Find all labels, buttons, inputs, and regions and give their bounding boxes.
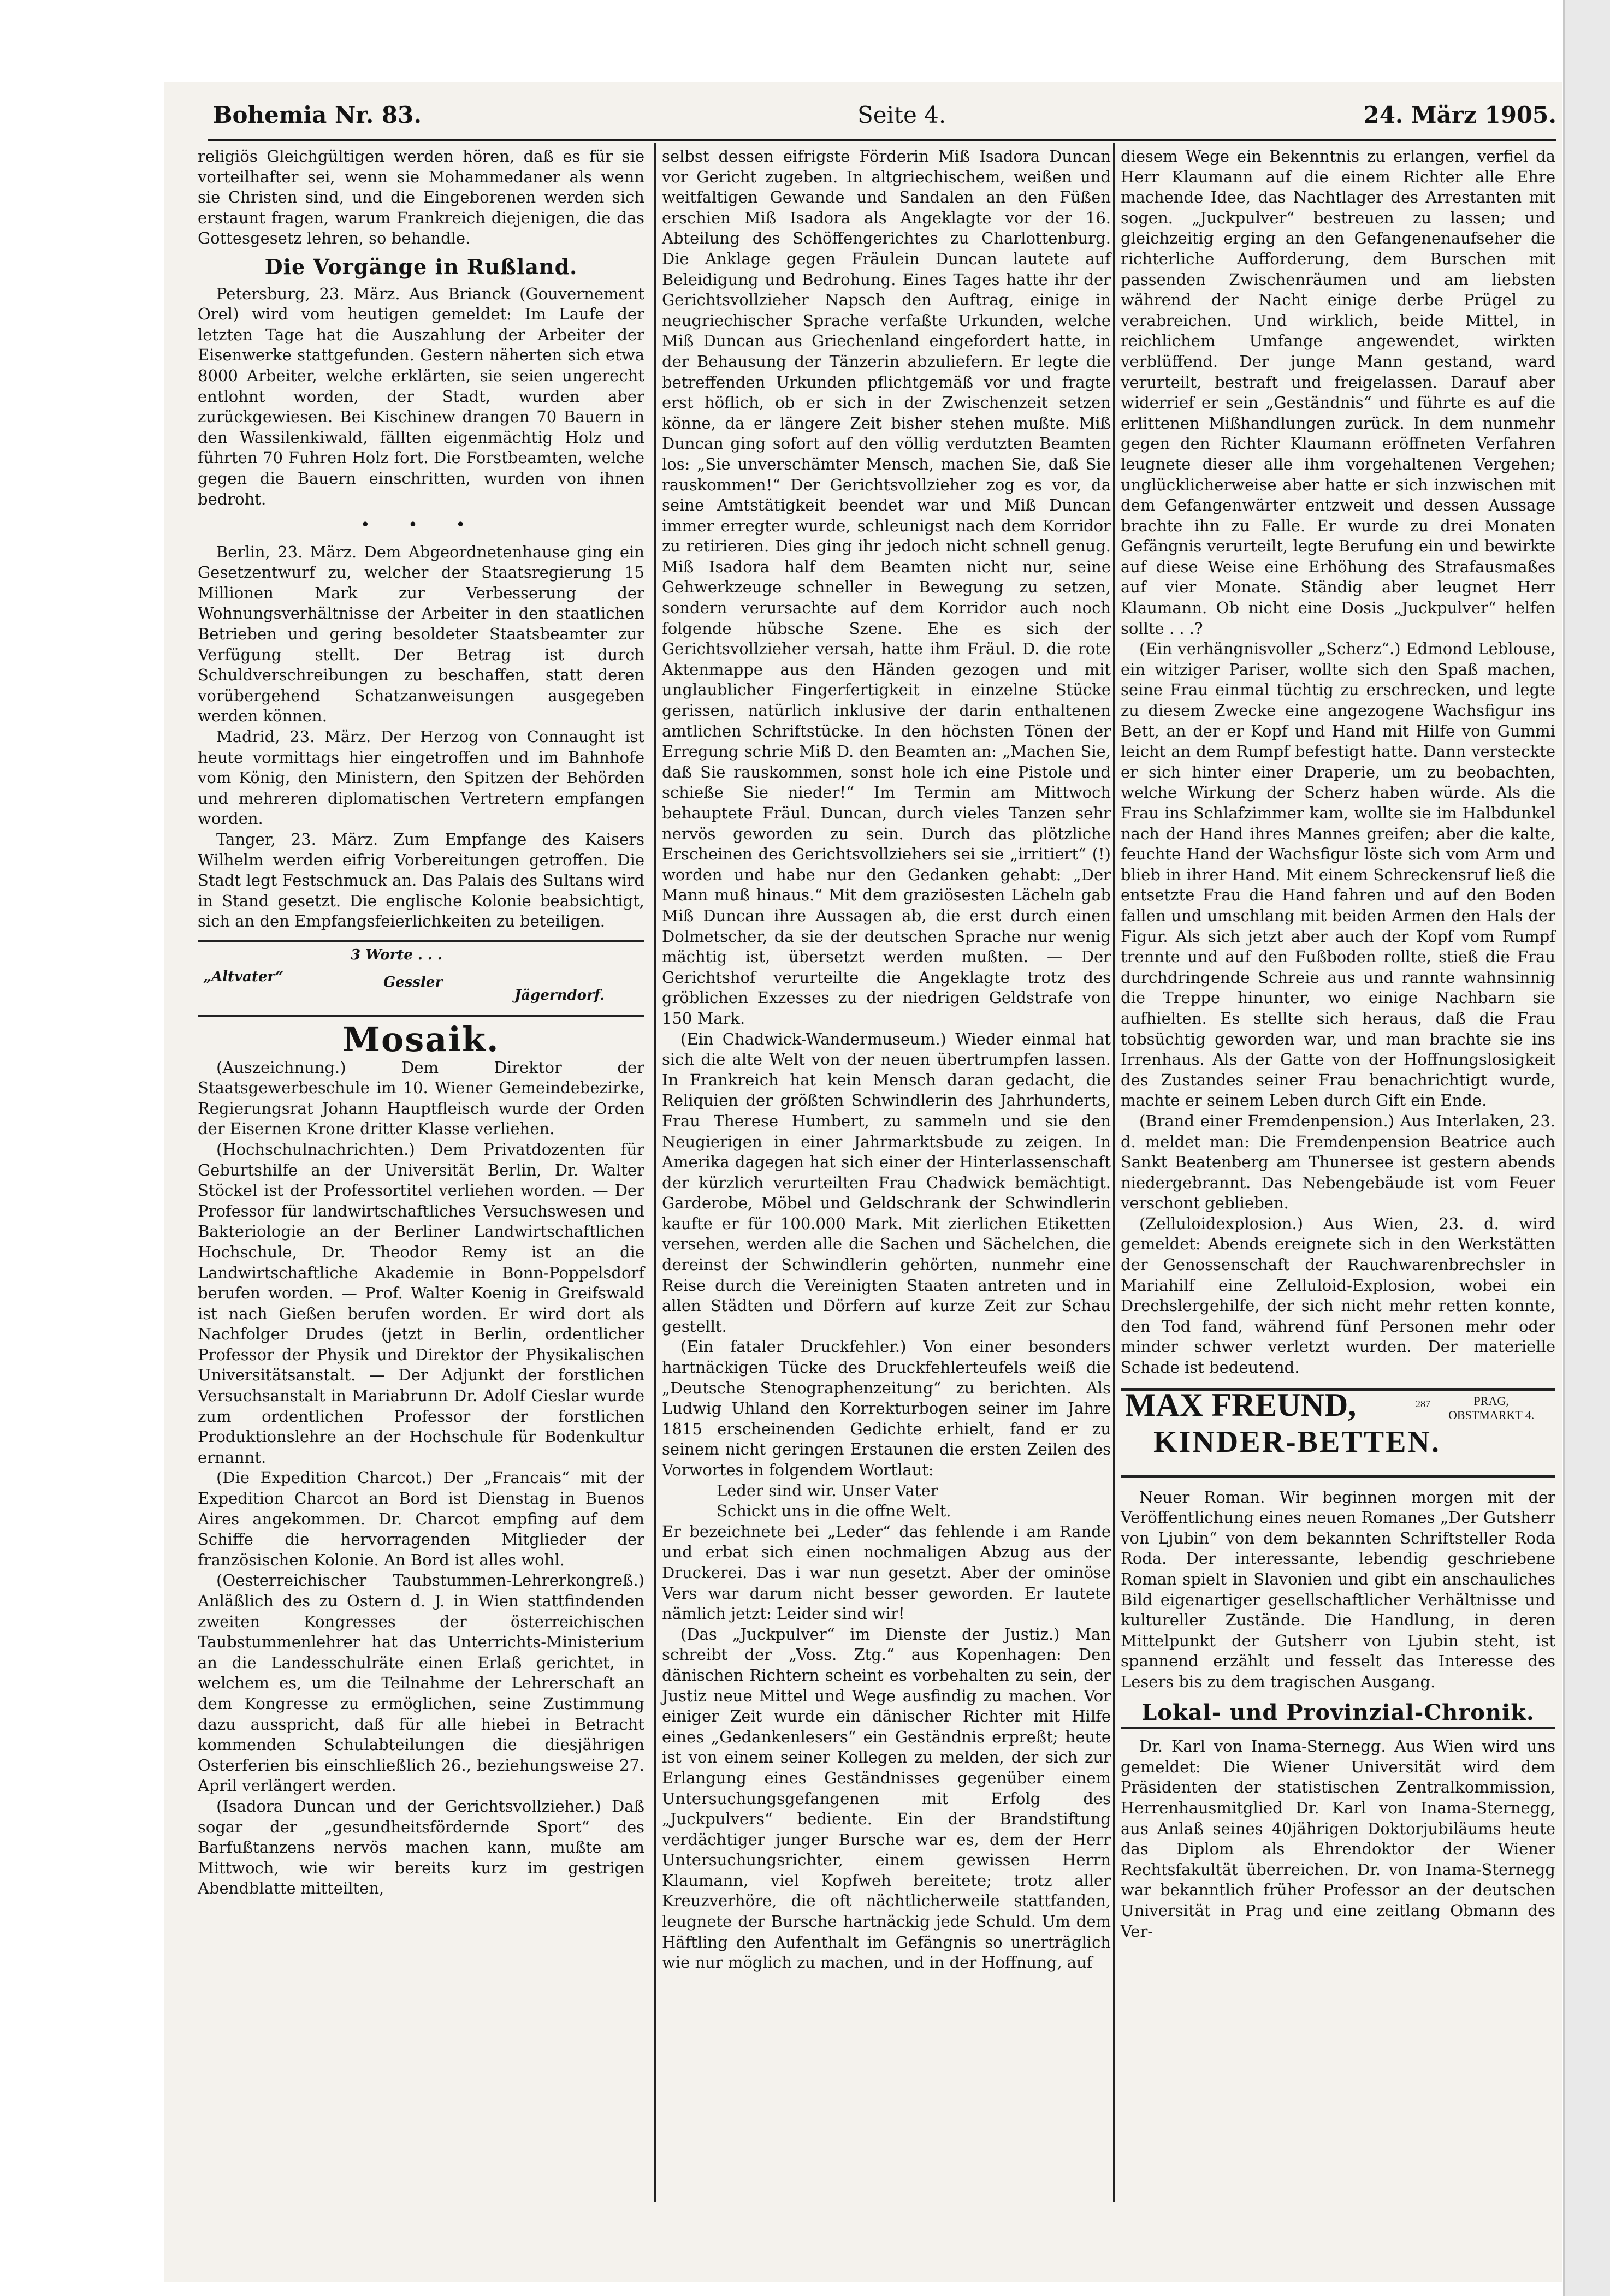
ad-line-3: Gessler xyxy=(383,974,443,990)
scan-edge xyxy=(1563,0,1610,2296)
article-berlin: Berlin, 23. März. Dem Abgeordnetenhause ging ein Gesetzentwurf zu, welcher der Staatsregierung 15 Millionen Mark zur Verbesserung der Wohnungsverhältnisse der Arbeiter in den staatlichen Betrieben und gering besoldeter Staatsbeamter zur Verfügung stellt. Der Betrag ist durch Schuldverschreibungen zu beschaffen, statt deren vorübergehend Schatzanweisungen ausgegeben werden können. xyxy=(198,542,644,726)
article-charcot: (Die Expedition Charcot.) Der „Francais“ mit der Expedition Charcot an Bord ist Dienstag in Buenos Aires angekommen. Dr. Charcot empfing auf dem Schiffe die hervorragenden Mitglieder der französischen Kolonie. An Bord ist alles wohl. xyxy=(198,1468,644,1569)
article-taubstummen: (Oesterreichischer Taubstummen-Lehrerkongreß.) Anläßlich des zu Ostern d. J. in Wien stattfindenden zweiten Kongresses der österreichischen Taubstummenlehrer hat das Unterrichts-Ministerium an die Landesschulräte einen Erlaß gerichtet, in welchem es, um die Teilnahme der Lehrerschaft an dem Kongresse zu ermöglichen, seine Zustimmung dazu ausspricht, daß für alle hiebei in Betracht kommenden Schulabteilungen die diesjährigen Osterferien bis einschließlich 26., beziehungsweise 27. April verlängert werden. xyxy=(198,1571,644,1795)
article-duncan-cont: selbst dessen eifrigste Förderin Miß Isadora Duncan vor Gericht zugeben. In altgriechischem, weißen und weitfaltigen Gewande und Sandalen an den Füßen erschien Miß Isadora als Angeklagte vor der 16. Abteilung des Schöffengerichtes zu Charlottenburg. Die Anklage gegen Fräulein Duncan lautete auf Beleidigung und Bedrohung. Eines Tages hatte ihr der Gerichtsvollzieher Napsch den Auftrag, einige in neugriechischer Sprache verfaßte Urkunden, welche Miß Duncan aus Griechenland eingefordert hatte, in der Behausung der Tänzerin abzuliefern. Er legte die betreffenden Urkunden pflichtgemäß vor und fragte erst höflich, ob er sich in der Zwischenzeit setzen könne, da er längere Zeit bisher stehen mußte. Miß Duncan ging sofort auf den völlig verdutzten Beamten los: „Sie unverschämter Mensch, machen Sie, daß Sie rauskommen!“ Der Gerichtsvollzieher zog es vor, da seine Amtstätigkeit beendet war und Miß Duncan immer erregter wurde, schleunigst nach dem Korridor zu retirieren. Dies ging ihr jedoch nicht schnell genug. Miß Isadora half dem Beamten nicht nur, seine Gehwerkzeuge schneller in Bewegung zu setzen, sondern verursachte auf dem Korridor auch noch folgende hübsche Szene. Ehe es sich der Gerichtsvollzieher versah, hatte ihm Fräul. D. die rote Aktenmappe aus den Händen gezogen und mit unglaublicher Fingerfertigkeit in einzelne Stücke gerissen, natürlich inklusive der darin enthaltenen amtlichen Schriftstücke. In den höchsten Tönen der Erregung schrie Miß D. den Beamten an: „Machen Sie, daß Sie rauskommen, sonst hole ich eine Pistole und schieße Sie nieder!“ Im Termin am Mittwoch behauptete Fräul. Duncan, durch vieles Tanzen sehr nervös geworden zu sein. Durch das plötzliche Erscheinen des Gerichtsvollziehers sei sie „irritiert“ (!) worden und habe nur den Gedanken gehabt: „Der Mann muß hinaus.“ Mit dem graziösesten Lächeln gab Miß Duncan ihre Aussagen ab, die erst durch einen Dolmetscher, da sie der deutschen Sprache nur wenig mächtig ist, übersetzt werden mußten. — Der Gerichtshof verurteilte die Angeklagte trotz des gröblichen Exzesses zu der niedrigen Geldstrafe von 150 Mark. xyxy=(662,147,1111,1028)
ad-line-1: 3 Worte . . . xyxy=(351,946,443,963)
article-intro: religiös Gleichgültigen werden hören, daß es für sie vorteilhafter sei, wenn sie Mohammedaner als wenn sie Christen sind, und die Eingeborenen werden sich erstaunt fragen, warum Frankreich diejenigen, die das Gottesgesetz lehren, so behandle. xyxy=(198,147,644,248)
article-zelluloid: (Zelluloidexplosion.) Aus Wien, 23. d. wird gemeldet: Abends ereignete sich in den Werkstätten der Genossenschaft der Rauchwarenbrechsler in Mariahilf eine Zelluloid-Explosion, wobei ein Drechslergehilfe, der sich nicht mehr retten konnte, den Tod fand, während fünf Personen mehr oder minder schwer verletzt wurden. Der materielle Schade ist bedeutend. xyxy=(1121,1214,1555,1377)
article-petersburg: Petersburg, 23. März. Aus Brianck (Gouvernement Orel) wird vom heutigen gemeldet: Im Laufe der letzten Tage hat die Auszahlung der Arbeiter der Eisenwerke stattgefunden. Gestern näherten sich etwa 8000 Arbeiter, welche erklärten, sie seien ungerecht entlohnt worden, der Stadt, wurden aber zurückgewiesen. Bei Kischinew drangen 70 Bauern in den Wassilenkiwald, fällten eigenmächtig Holz und führten 70 Fuhren Holz fort. Die Forstbeamten, welche gegen die Bauern einschritten, wurden von ihnen bedroht. xyxy=(198,284,644,508)
article-juckpulver-cont: diesem Wege ein Bekenntnis zu erlangen, verfiel da Herr Klaumann auf die einem Richter alle Ehre machende Idee, das Nachtlager des Arrestanten mit sogen. „Juckpulver“ bestreuen zu lassen; und gleichzeitig erging an den Gefangenenaufseher die richterliche Aufforderung, dem Burschen mit passenden Zwischenräumen und am liebsten während der Nacht einige derbe Prügel zu verabreichen. Und wirklich, beide Mittel, in reichlichem Umfange angewendet, wirkten verblüffend. Der junge Mann gestand, ward verurteilt, bestraft und freigelassen. Darauf aber widerrief er sein „Geständnis“ und führte es auf die erlittenen Mißhandlungen zurück. In dem nunmehr gegen den Richter Klaumann eröffneten Verfahren leugnete dieser alle ihm vorgehaltenen Vergehen; unglücklicherweise aber hatte er sich inzwischen mit dem Gefangenwärter entzweit und dessen Aussage brachte ihn zu Falle. Er wurde zu drei Monaten Gefängnis verurteilt, legte Berufung ein und bewirkte auf diese Weise eine Erhöhung des Strafausmaßes auf vier Monate. Ständig aber leugnet Herr Klaumann. Ob nicht eine Dosis „Juckpulver“ helfen sollte . . .? xyxy=(1121,147,1555,638)
advertisement-max-freund xyxy=(1121,1388,1555,1478)
verse-line-2: Schickt uns in die offne Welt. xyxy=(717,1502,951,1521)
header-rule xyxy=(208,139,1556,141)
section-heading-mosaik: Mosaik. xyxy=(342,1019,500,1059)
article-juckpulver: (Das „Juckpulver“ im Dienste der Justiz.) Man schreibt der „Voss. Ztg.“ aus Kopenhagen: Den dänischen Richtern scheint es vorbehalten zu sein, der Justiz neue Mittel und Wege ausfindig zu machen. Vor einiger Zeit wurde ein dänischer Richter mit Hilfe eines „Gedankenlesers“ ein Geständnis erpreßt; heute ist von einem seiner Kollegen zu melden, der sich zur Erlangung eines Geständnisses gegenüber einem Untersuchungsgefangenen mit Erfolg des „Juckpulvers“ bediente. Ein der Brandstiftung verdächtiger junger Bursche war es, dem der Herr Untersuchungsrichter, einem gewissen Herrn Klaumann, viel Kopfweh bereitete; trotz aller Kreuzverhöre, die oft nächtlicherweile stattfanden, leugnete der Bursche hartnäckig jede Schuld. Um dem Häftling den Aufenthalt im Gefängnis so unerträglich wie nur möglich zu machen, und in der Hoffnung, auf xyxy=(662,1624,1111,1972)
section-heading-russia: Die Vorgänge in Rußland. xyxy=(264,254,578,279)
ad-freund-street: OBSTMARKT 4. xyxy=(1448,1408,1535,1422)
ad-freund-city: PRAG, xyxy=(1473,1393,1509,1408)
column-3 xyxy=(1121,146,1555,1942)
ad-freund-product: KINDER-BETTEN. xyxy=(1153,1425,1441,1459)
article-duncan: (Isadora Duncan und der Gerichtsvollzieher.) Daß sogar der „gesundheitsfördernde Sport“ des Barfußtanzens nervös machen kann, mußte am Mittwoch, wie wir bereits kurz im gestrigen Abendblatte mitteilten, xyxy=(198,1796,644,1898)
section-heading-chronik: Lokal- und Provinzial-Chronik. xyxy=(1121,1702,1555,1729)
article-inama: Dr. Karl von Inama-Sternegg. Aus Wien wird uns gemeldet: Die Wiener Universität wird dem Präsidenten der statistischen Zentralkommission, Herrenhausmitglied Dr. Karl von Inama-Sternegg, aus Anlaß seines 40jährigen Doktorjubiläums heute das Diplom als Ehrendoktor der Wiener Rechtsfakultät überreichen. Dr. von Inama-Sternegg war bekanntlich früher Professor an der deutschen Universität in Prag und eine zeitlang Obmann des Ver- xyxy=(1121,1737,1555,1941)
article-madrid: Madrid, 23. März. Der Herzog von Connaught ist heute vormittags hier eingetroffen und im Bahnhofe vom König, den Ministern, den Spitzen der Behörden und mehreren diplomatischen Vertretern empfangen worden. xyxy=(198,727,644,828)
page-number: Seite 4. xyxy=(857,102,946,128)
ad-line-4: Jägerndorf. xyxy=(514,987,605,1004)
ad-line-2: „Altvater“ xyxy=(203,968,284,985)
article-druckfehler: (Ein fataler Druckfehler.) Von einer besonders hartnäckigen Tücke des Druckfehlerteufels weiß die „Deutsche Stenographenzeitung“ zu berichten. Als Ludwig Uhland den Korrekturbogen seiner im Jahre 1815 erscheinenden Gedichte erhielt, fand er zu seinem nicht geringen Erstaunen die ersten Zeilen des Vorwortes in folgendem Wortlaut: xyxy=(662,1337,1111,1479)
page-header xyxy=(213,98,1556,137)
article-roman: Neuer Roman. Wir beginnen morgen mit der Veröffentlichung eines neuen Romanes „Der Gutsherr von Ljubin“ von dem bekannten Schriftsteller Roda Roda. Der interessante, lebendig geschriebene Roman spielt in Slavonien und gibt ein anschauliches Bild eigenartiger gesellschaftlicher Verhältnisse und kultureller Zustände. Die Handlung, in deren Mittelpunkt der Gutsherr von Ljubin steht, ist spannend erzählt und fesselt das Interesse des Lesers bis zu dem tragischen Ausgang. xyxy=(1121,1487,1555,1691)
article-tanger: Tanger, 23. März. Zum Empfange des Kaisers Wilhelm werden eifrig Vorbereitungen getroffen. Die Stadt legt Festschmuck an. Das Palais des Sultans wird in Stand gesetzt. Die englische Kolonie beabsichtigt, sich an den Empfangsfeierlichkeiten zu beteiligen. xyxy=(198,830,644,931)
article-scherz: (Ein verhängnisvoller „Scherz“.) Edmond Leblouse, ein witziger Pariser, wollte sich den Spaß machen, seine Frau einmal tüchtig zu erschrecken, und legte zu diesem Zwecke eine angezogene Wachsfigur ins Bett, an der er Kopf und Hand mit Hilfe von Gummi leicht an dem Rumpf befestigt hatte. Dann versteckte er sich hinter einer Draperie, um zu beobachten, welche Wirkung der Scherz haben würde. Als die Frau ins Schlafzimmer kam, wollte sie im Halbdunkel nach der Hand ihres Mannes greifen; aber die kalte, feuchte Hand der Wachsfigur löste sich vom Arm und blieb in ihrer Hand. Mit einem Schreckensruf ließ die entsetzte Frau die Hand fahren und auf den Boden fallen und umschlang mit beiden Armen den Hals der Figur. Als sich jetzt aber auch der Kopf vom Rumpf trennte und auf den Fußboden rollte, stieß die Frau durchdringende Schreie aus und rannte wahnsinnig die Treppe hinunter, wo einige Nachbarn sie aufhielten. Es stellte sich heraus, daß die Frau tobsüchtig geworden war, und man brachte sie ins Irrenhaus. Als der Gatte von der Hoffnungslosigkeit des Zustandes seiner Frau benachrichtigt wurde, machte er seinem Leben durch Gift ein Ende. xyxy=(1121,639,1555,1110)
column-1 xyxy=(198,146,644,1899)
ad-freund-address xyxy=(1448,1394,1534,1422)
column-2 xyxy=(662,146,1111,1973)
advertisement-altvater xyxy=(198,940,644,1017)
column-rule-2 xyxy=(1113,143,1115,2202)
article-hochschul: (Hochschulnachrichten.) Dem Privatdozenten für Geburtshilfe an der Universität Berlin, Dr. Walter Stöckel ist der Professortitel verliehen worden. — Der Professor für landwirtschaftliches Versuchswesen und Bakteriologie an der Berliner Landwirtschaftlichen Hochschule, Dr. Theodor Remy ist an die Landwirtschaftliche Akademie in Bonn-Poppelsdorf berufen worden. — Prof. Walter Koenig in Greifswald ist nach Gießen berufen worden. Er wird dort als Nachfolger Drudes (jetzt in Berlin, ordentlicher Professor der Physik und Direktor der Physikalischen Universitätsanstalt. — Der Adjunkt der forstlichen Versuchsanstalt in Mariabrunn Dr. Adolf Cieslar wurde zum ordentlichen Professor der forstlichen Produktionslehre an der Hochschule für Bodenkultur ernannt. xyxy=(198,1140,644,1467)
article-druckfehler-2: Er bezeichnete bei „Leder“ das fehlende i am Rande und erbat sich einen nochmaligen Abzug aus der Druckerei. Das i war nun gesetzt. Aber der ominöse Vers war darum nicht besser geworden. Er lautete nämlich jetzt: Leider sind wir! xyxy=(662,1522,1111,1623)
verse-line-1: Leder sind wir. Unser Vater xyxy=(717,1481,938,1500)
ad-freund-name: MAX FREUND, xyxy=(1125,1386,1357,1423)
issue-date: 24. März 1905. xyxy=(1363,102,1556,128)
ad-freund-number: 287 xyxy=(1416,1398,1430,1409)
article-auszeichnung: (Auszeichnung.) Dem Direktor der Staatsgewerbeschule im 10. Wiener Gemeindebezirke, Regierungsrat Johann Hauptfleisch wurde der Orden der Eisernen Krone dritter Klasse verliehen. xyxy=(198,1058,644,1138)
masthead-issue: Bohemia Nr. 83. xyxy=(213,102,422,128)
article-chadwick: (Ein Chadwick-Wandermuseum.) Wieder einmal hat sich die alte Welt von der neuen übertrumpfen lassen. In Frankreich hat kein Mensch daran gedacht, die Reliquien der größten Schwindlerin des Jahrhunderts, Frau Therese Humbert, zu sammeln und sie den Neugierigen in einer Jahrmarktsbude zu zeigen. In Amerika dagegen hat sich einer der Hinterlassenschaft der kürzlich verurteilten Frau Chadwick bemächtigt. Garderobe, Möbel und Geldschrank der Schwindlerin kaufte er für 100.000 Mark. Mit zierlichen Etiketten versehen, werden alle die Sachen und Sächelchen, die dereinst der Schwindlerin gehörten, nunmehr eine Reise durch die Vereinigten Staaten antreten und in allen Städten und Dörfern auf kurze Zeit zur Schau gestellt. xyxy=(662,1029,1111,1336)
column-rule-1 xyxy=(654,143,656,2202)
article-fremdenpension: (Brand einer Fremdenpension.) Aus Interlaken, 23. d. meldet man: Die Fremdenpension Beatrice auch Sankt Beatenberg am Thunersee ist gestern abends niedergebrannt. Das Nebengebäude ist vom Feuer verschont geblieben. xyxy=(1121,1111,1555,1213)
separator-dots: • • • xyxy=(360,515,482,535)
